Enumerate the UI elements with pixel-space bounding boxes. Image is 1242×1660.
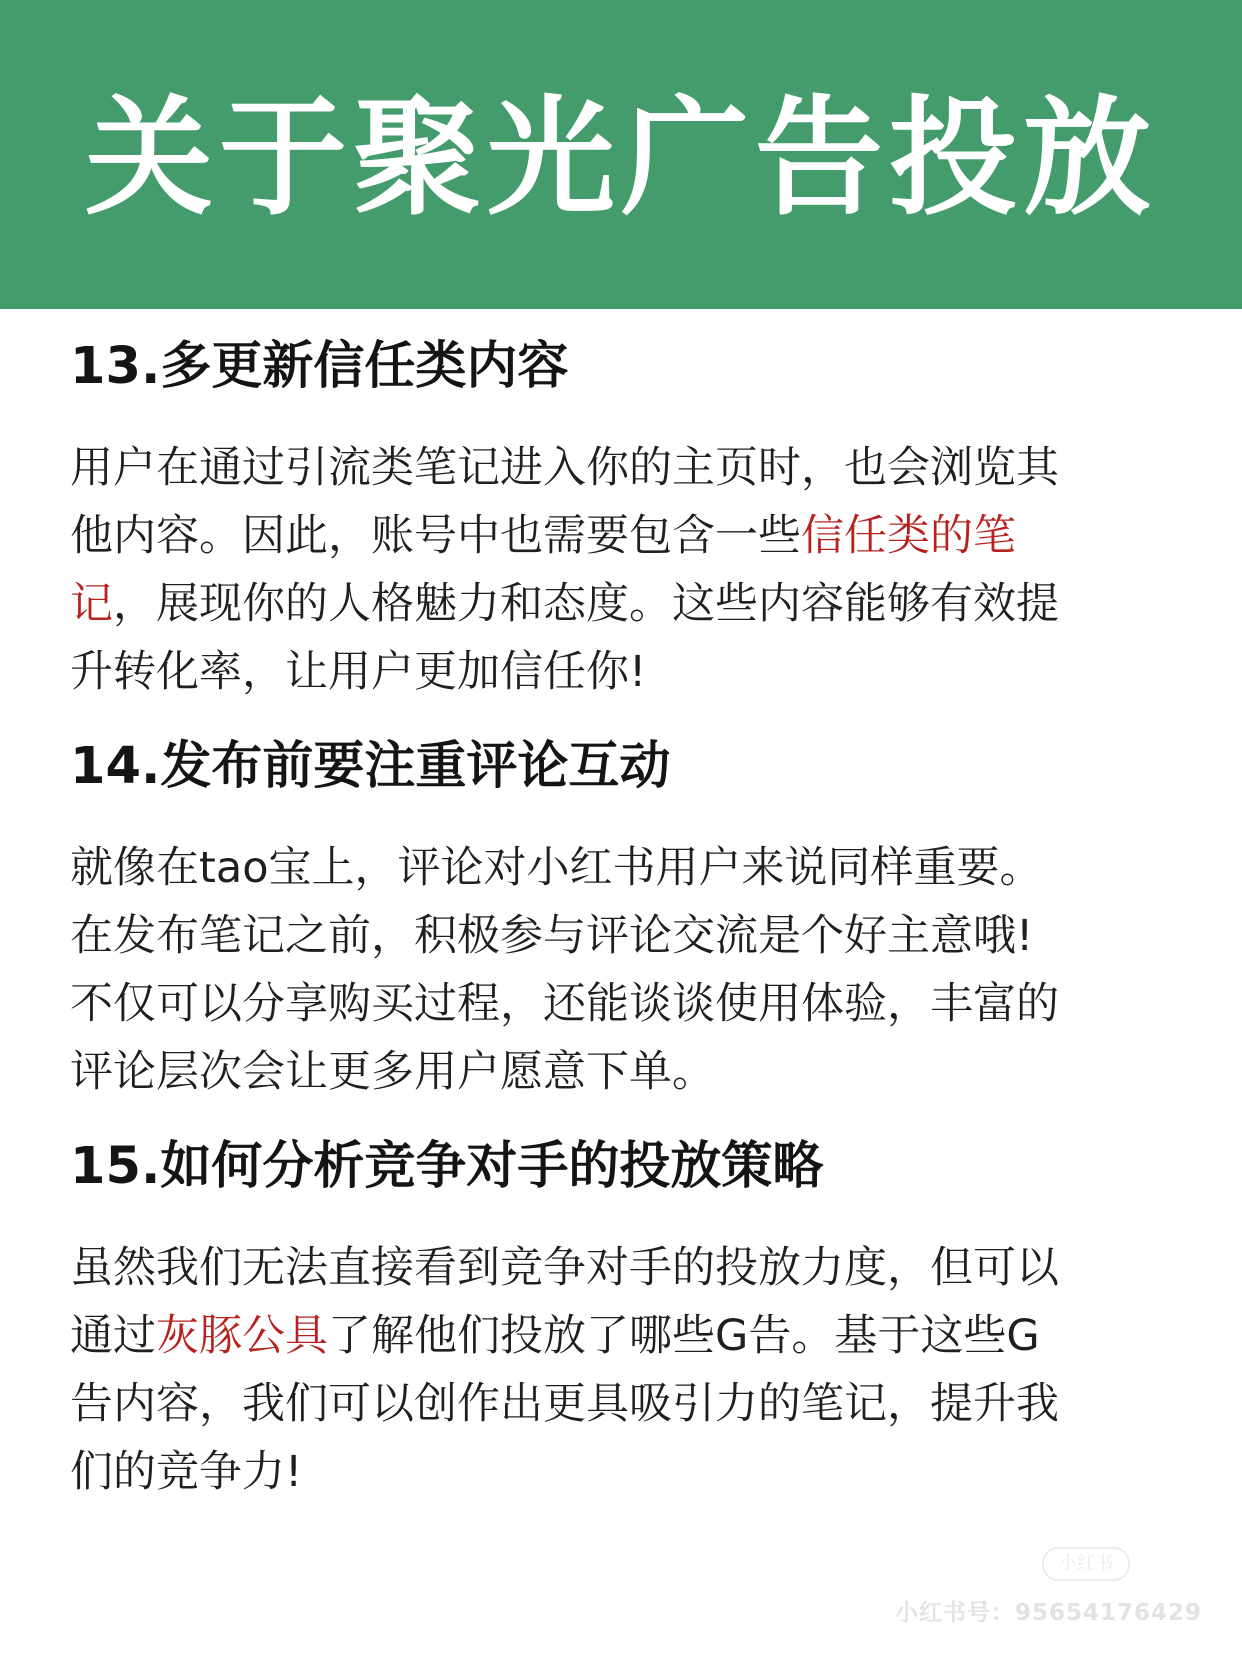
body-line [70,970,1180,1038]
body-text: 不仅可以分享购买过程，还能谈谈使用体验，丰富的 [70,979,1059,1029]
section-13 [70,332,1180,706]
body-text: 了解他们投放了哪些G告。基于这些G [328,1311,1040,1361]
body-line [70,638,1180,706]
body-line [70,570,1180,638]
body-text: 告内容，我们可以创作出更具吸引力的笔记，提升我 [70,1379,1059,1429]
body-text: 在发布笔记之前，积极参与评论交流是个好主意哦! [70,911,1034,961]
section-title: 14.发布前要注重评论互动 [70,737,671,796]
section-title: 13.多更新信任类内容 [70,337,569,396]
highlight-text: 信任类的笔 [801,511,1016,561]
body-text: 虽然我们无法直接看到竞争对手的投放力度，但可以 [70,1243,1059,1293]
body-text: 评论层次会让更多用户愿意下单。 [70,1047,715,1097]
section-body [70,434,1180,706]
body-line [70,1234,1180,1302]
section-15 [70,1132,1180,1506]
watermark-account-id: 小红书号：95654176429 [894,1600,1202,1626]
body-line [70,1302,1180,1370]
body-line [70,1038,1180,1106]
header-banner [0,0,1242,309]
body-line [70,502,1180,570]
body-text: 用户在通过引流类笔记进入你的主页时，也会浏览其 [70,443,1059,493]
body-line [70,834,1180,902]
section-title: 15.如何分析竞争对手的投放策略 [70,1137,824,1196]
body-line [70,1438,1180,1506]
section-body [70,834,1180,1106]
body-text: ，展现你的人格魅力和态度。这些内容能够有效提 [113,579,1059,629]
page-title: 关于聚光广告投放 [84,83,1157,233]
body-text: 升转化率，让用户更加信任你! [70,647,647,697]
body-text: 就像在tao宝上，评论对小红书用户来说同样重要。 [70,843,1043,893]
body-text: 们的竞争力! [70,1447,303,1497]
watermark-logo: 小红书 [1042,1547,1130,1581]
highlight-text: 记 [70,579,113,629]
body-line [70,434,1180,502]
section-14 [70,732,1180,1106]
body-line [70,1370,1180,1438]
highlight-text: 灰豚公具 [156,1311,328,1361]
section-body [70,1234,1180,1506]
body-text: 通过 [70,1311,156,1361]
body-text: 他内容。因此，账号中也需要包含一些 [70,511,801,561]
body-line [70,902,1180,970]
